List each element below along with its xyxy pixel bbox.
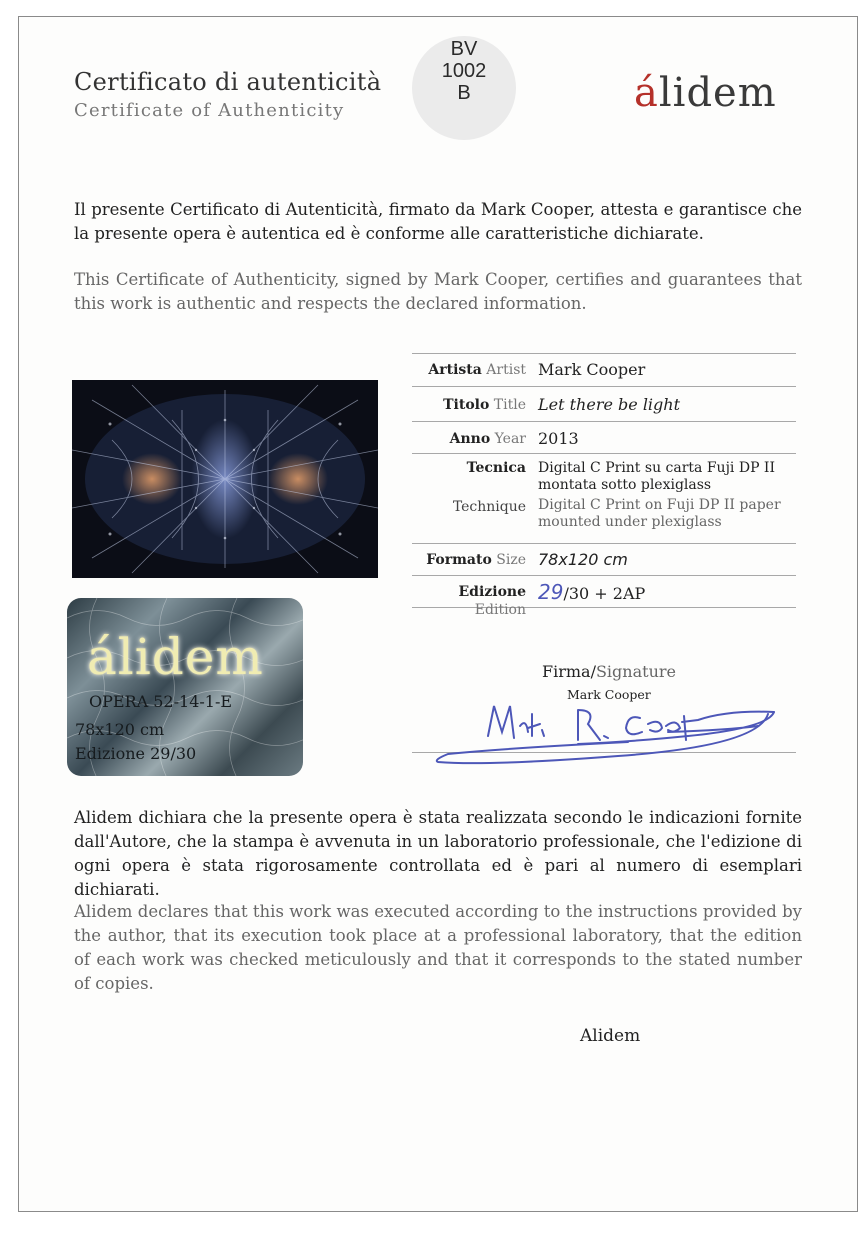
hologram-line-2: 78x120 cm xyxy=(75,720,165,739)
year-value: 2013 xyxy=(538,429,579,448)
year-label: Anno Year xyxy=(449,431,526,447)
declaration-italian: Alidem dichiara che la presente opera è stata realizzata secondo le indicazioni fornite dall'Autore, che la stampa è avvenuta in un laboratorio professionale, che l'edizione di ogni opera è stata rigorosamente controllata ed è pari al numero di esemplari dichiarati. xyxy=(74,808,802,899)
title-value: Let there be light xyxy=(538,395,681,414)
edition-number-handwritten: 29 xyxy=(538,580,564,604)
declaration-english: Alidem declares that this work was executed according to the instructions provided by the author, that its execution took place at a professional laboratory, that the edition of each work was checked meticulously and that it corresponds to the stated number of copies. xyxy=(74,902,802,993)
artist-row xyxy=(412,354,796,387)
reference-stamp xyxy=(412,36,516,140)
technique-label: Tecnica Technique xyxy=(452,460,526,515)
signature-printed-name: Mark Cooper xyxy=(567,687,651,702)
closing-signature: Alidem xyxy=(580,1026,641,1046)
artwork-image xyxy=(72,380,378,578)
technique-row xyxy=(412,454,796,544)
artwork-details-table xyxy=(412,353,796,618)
artwork-graphic xyxy=(72,380,378,578)
signature-title: Firma/Signature xyxy=(542,662,676,681)
edition-total: /30 + 2AP xyxy=(563,584,646,603)
artist-label: Artista Artist xyxy=(428,362,526,378)
technique-value: Digital C Print su carta Fuji DP II montata sotto plexiglass Digital C Print on Fuji DP II paper mounted under plexiglass xyxy=(538,460,781,530)
title-row xyxy=(412,387,796,422)
edition-row xyxy=(412,576,796,618)
handwritten-signature xyxy=(428,696,788,776)
logo-accent-letter: á xyxy=(634,70,659,116)
reference-line-1: BV xyxy=(450,38,478,60)
title-italian: Certificato di autenticità xyxy=(74,68,382,96)
edition-label: Edizione Edition xyxy=(458,584,526,618)
intro-english: This Certificate of Authenticity, signed by Mark Cooper, certifies and guarantees that this work is authentic and respects the declared information. xyxy=(74,270,802,313)
reference-line-3: B xyxy=(457,82,471,104)
artist-value: Mark Cooper xyxy=(538,360,646,379)
hologram-line-3: Edizione 29/30 xyxy=(75,744,197,763)
hologram-line-1: OPERA 52-14-1-E xyxy=(89,692,233,711)
size-row xyxy=(412,544,796,576)
hologram-sticker xyxy=(67,598,303,776)
intro-italian: Il presente Certificato di Autenticità, firmato da Mark Cooper, attesta e garantisce che la presente opera è autentica ed è conforme alle caratteristiche dichiarate. xyxy=(74,200,802,243)
edition-value xyxy=(538,580,796,607)
reference-line-2: 1002 xyxy=(441,60,487,82)
size-label: Formato Size xyxy=(426,552,526,568)
alidem-logo xyxy=(634,70,777,116)
logo-rest: lidem xyxy=(658,70,777,116)
size-value-handwritten: 78x120 cm xyxy=(538,550,628,569)
title-english: Certificate of Authenticity xyxy=(74,100,345,121)
year-row xyxy=(412,422,796,454)
title-label: Titolo Title xyxy=(443,397,526,413)
hologram-logo: álidem xyxy=(87,628,264,686)
